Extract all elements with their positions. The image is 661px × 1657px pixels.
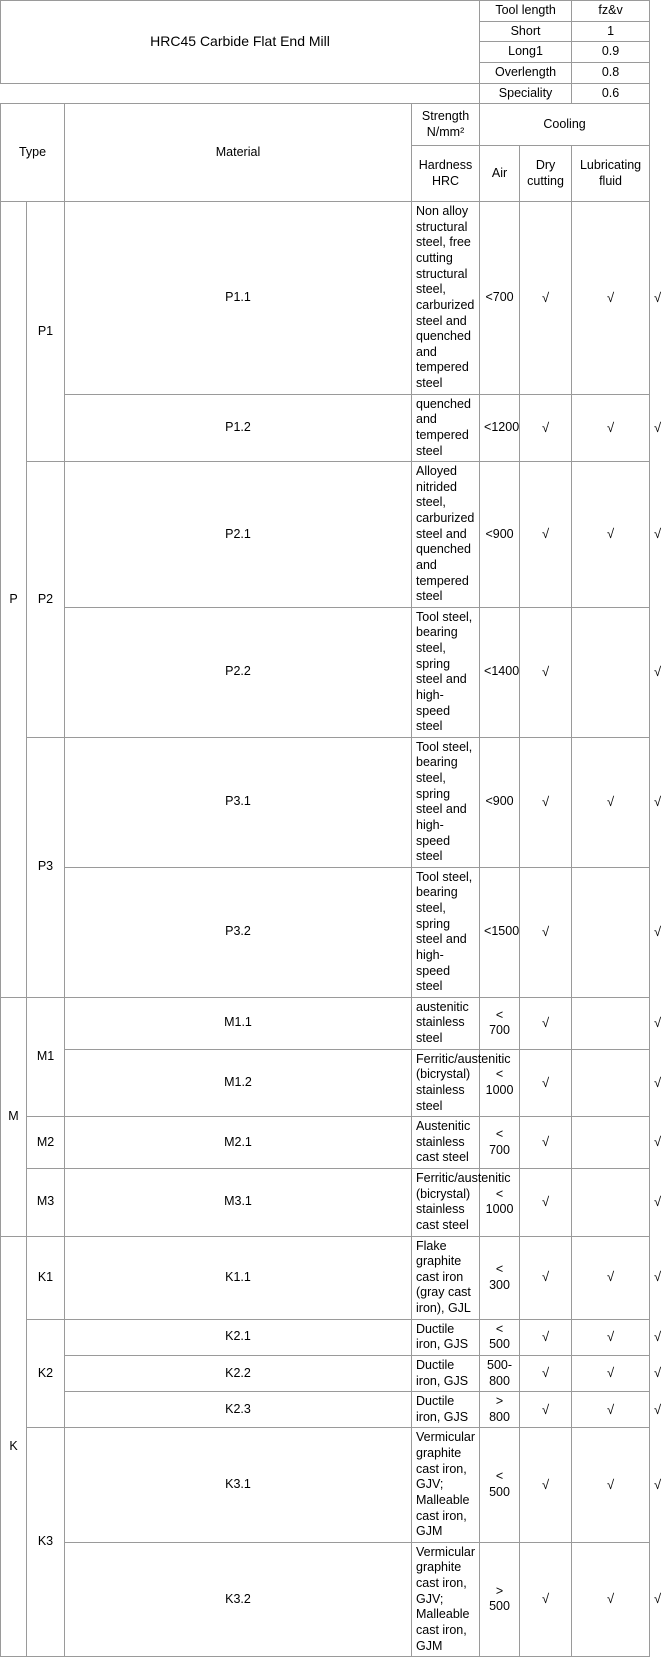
group-label: M bbox=[1, 997, 27, 1236]
lube-line-2: fluid bbox=[599, 173, 623, 188]
tool-length-name: Short bbox=[480, 21, 572, 42]
dry-cutting-mark: √ bbox=[572, 1319, 650, 1355]
hardness-line-1: Hardness bbox=[418, 158, 473, 172]
table-row: K2.3 Ductile iron, GJS > 800 √ √ √ bbox=[1, 1392, 650, 1428]
table-row: K2 K2.1 Ductile iron, GJS < 500 √ √ √ bbox=[1, 1319, 650, 1355]
dry-cutting-mark: √ bbox=[572, 1355, 650, 1391]
row-code: M2.1 bbox=[65, 1117, 412, 1169]
dry-cutting-mark: √ bbox=[572, 1236, 650, 1319]
subgroup-label: M1 bbox=[27, 997, 65, 1116]
air-cooling-mark: √ bbox=[520, 1236, 572, 1319]
material-description: Ferritic/austenitic (bicrystal) stainless cast steel bbox=[412, 1169, 480, 1237]
tool-length-name: Speciality bbox=[480, 83, 572, 104]
row-code: M1.1 bbox=[65, 997, 412, 1049]
strength-value: 500-800 bbox=[480, 1355, 520, 1391]
column-header-material: Material bbox=[65, 104, 412, 202]
strength-value: < 700 bbox=[480, 1117, 520, 1169]
dry-cutting-mark: √ bbox=[572, 1428, 650, 1542]
material-description: Ductile iron, GJS bbox=[412, 1392, 480, 1428]
table-row: P3 P3.1 Tool steel, bearing steel, spring steel and high-speed steel <900 √ √ √ bbox=[1, 737, 650, 867]
strength-value: < 300 bbox=[480, 1236, 520, 1319]
dry-cutting-mark bbox=[572, 1049, 650, 1117]
air-cooling-mark: √ bbox=[520, 1049, 572, 1117]
row-code: K1.1 bbox=[65, 1236, 412, 1319]
air-cooling-mark: √ bbox=[520, 394, 572, 462]
tool-length-row-speciality bbox=[1, 83, 650, 104]
air-cooling-mark: √ bbox=[520, 1319, 572, 1355]
dry-cutting-mark bbox=[572, 997, 650, 1049]
strength-value: < 500 bbox=[480, 1428, 520, 1542]
row-code: M3.1 bbox=[65, 1169, 412, 1237]
row-code: P2.1 bbox=[65, 462, 412, 608]
dry-cutting-mark: √ bbox=[572, 1542, 650, 1656]
air-cooling-mark: √ bbox=[520, 1542, 572, 1656]
subgroup-label: P1 bbox=[27, 202, 65, 462]
dry-cutting-mark: √ bbox=[572, 394, 650, 462]
column-header-type: Type bbox=[1, 104, 65, 202]
air-cooling-mark: √ bbox=[520, 1428, 572, 1542]
column-header-cooling: Cooling bbox=[480, 104, 650, 146]
air-cooling-mark: √ bbox=[520, 607, 572, 737]
air-cooling-mark: √ bbox=[520, 1355, 572, 1391]
dry-cutting-mark bbox=[572, 867, 650, 997]
strength-line-2: N/mm² bbox=[426, 124, 465, 139]
material-description: Vermicular graphite cast iron, GJV; Malleable cast iron, GJM bbox=[412, 1542, 480, 1656]
strength-value: < 500 bbox=[480, 1319, 520, 1355]
dry-line-1: Dry bbox=[535, 158, 556, 172]
strength-line-1: Strength bbox=[421, 109, 470, 123]
column-header-row-1 bbox=[1, 104, 650, 146]
table-row: K2.2 Ductile iron, GJS 500-800 √ √ √ bbox=[1, 1355, 650, 1391]
row-code: P3.1 bbox=[65, 737, 412, 867]
table-row: K K1 K1.1 Flake graphite cast iron (gray cast iron), GJL < 300 √ √ √ bbox=[1, 1236, 650, 1319]
tool-length-header: Tool length bbox=[480, 1, 572, 22]
air-cooling-mark: √ bbox=[520, 202, 572, 395]
material-description: Ferritic/austenitic (bicrystal) stainless steel bbox=[412, 1049, 480, 1117]
table-row: P P1 P1.1 Non alloy structural steel, free cutting structural steel, carburized steel and quenched and tempered steel <700 √ √ √ bbox=[1, 202, 650, 395]
table-row: M2 M2.1 Austenitic stainless cast steel < 700 √ √ bbox=[1, 1117, 650, 1169]
row-code: P1.1 bbox=[65, 202, 412, 395]
group-label: K bbox=[1, 1236, 27, 1657]
strength-value: <1500 bbox=[480, 867, 520, 997]
tool-length-value: 1 bbox=[572, 21, 650, 42]
material-description: Tool steel, bearing steel, spring steel and high-speed steel bbox=[412, 607, 480, 737]
column-header-lubricating-fluid bbox=[572, 146, 650, 202]
row-code: P1.2 bbox=[65, 394, 412, 462]
subgroup-label: M2 bbox=[27, 1117, 65, 1169]
air-cooling-mark: √ bbox=[520, 997, 572, 1049]
dry-cutting-mark bbox=[572, 1117, 650, 1169]
table-row: P1.2 quenched and tempered steel <1200 √ √ √ bbox=[1, 394, 650, 462]
subgroup-label: P3 bbox=[27, 737, 65, 997]
material-description: Vermicular graphite cast iron, GJV; Malleable cast iron, GJM bbox=[412, 1428, 480, 1542]
fzv-header: fz&v bbox=[572, 1, 650, 22]
material-description: Alloyed nitrided steel, carburized steel and quenched and tempered steel bbox=[412, 462, 480, 608]
material-description: quenched and tempered steel bbox=[412, 394, 480, 462]
tool-length-name: Long1 bbox=[480, 42, 572, 63]
material-description: Non alloy structural steel, free cutting structural steel, carburized steel and quenched and tempered steel bbox=[412, 202, 480, 395]
subgroup-label: K1 bbox=[27, 1236, 65, 1319]
material-description: austenitic stainless steel bbox=[412, 997, 480, 1049]
table-row: M3 M3.1 Ferritic/austenitic (bicrystal) stainless cast steel < 1000 √ √ bbox=[1, 1169, 650, 1237]
dry-cutting-mark: √ bbox=[572, 737, 650, 867]
air-cooling-mark: √ bbox=[520, 1117, 572, 1169]
dry-cutting-mark: √ bbox=[572, 1392, 650, 1428]
strength-value: < 700 bbox=[480, 997, 520, 1049]
material-description: Tool steel, bearing steel, spring steel and high-speed steel bbox=[412, 737, 480, 867]
tool-length-value: 0.8 bbox=[572, 62, 650, 83]
row-code: K3.2 bbox=[65, 1542, 412, 1656]
dry-cutting-mark: √ bbox=[572, 462, 650, 608]
row-code: M1.2 bbox=[65, 1049, 412, 1117]
strength-value: <700 bbox=[480, 202, 520, 395]
air-cooling-mark: √ bbox=[520, 1392, 572, 1428]
air-cooling-mark: √ bbox=[520, 1169, 572, 1237]
row-code: K3.1 bbox=[65, 1428, 412, 1542]
table-row: M M1 M1.1 austenitic stainless steel < 700 √ √ bbox=[1, 997, 650, 1049]
column-header-air: Air bbox=[480, 146, 520, 202]
strength-value: <900 bbox=[480, 462, 520, 608]
lube-line-1: Lubricating bbox=[579, 158, 642, 172]
row-code: K2.3 bbox=[65, 1392, 412, 1428]
table-row: P3.2 Tool steel, bearing steel, spring steel and high-speed steel <1500 √ √ bbox=[1, 867, 650, 997]
table-row: K3 K3.1 Vermicular graphite cast iron, GJV; Malleable cast iron, GJM < 500 √ √ √ bbox=[1, 1428, 650, 1542]
spacer-cell bbox=[1, 83, 480, 104]
row-code: P3.2 bbox=[65, 867, 412, 997]
dry-cutting-mark bbox=[572, 607, 650, 737]
table-row: P2.2 Tool steel, bearing steel, spring steel and high-speed steel <1400 √ √ bbox=[1, 607, 650, 737]
column-header-dry-cutting bbox=[520, 146, 572, 202]
row-code: K2.1 bbox=[65, 1319, 412, 1355]
material-description: Ductile iron, GJS bbox=[412, 1355, 480, 1391]
strength-value: > 500 bbox=[480, 1542, 520, 1656]
subgroup-label: K3 bbox=[27, 1428, 65, 1657]
strength-value: <1400 bbox=[480, 607, 520, 737]
hardness-line-2: HRC bbox=[431, 173, 460, 188]
subgroup-label: P2 bbox=[27, 462, 65, 738]
strength-value: < 1000 bbox=[480, 1049, 520, 1117]
material-description: Tool steel, bearing steel, spring steel and high-speed steel bbox=[412, 867, 480, 997]
tool-length-value: 0.6 bbox=[572, 83, 650, 104]
strength-value: <1200 bbox=[480, 394, 520, 462]
tool-length-value: 0.9 bbox=[572, 42, 650, 63]
dry-cutting-mark bbox=[572, 1169, 650, 1237]
material-description: Flake graphite cast iron (gray cast iron), GJL bbox=[412, 1236, 480, 1319]
row-code: K2.2 bbox=[65, 1355, 412, 1391]
air-cooling-mark: √ bbox=[520, 462, 572, 608]
subgroup-label: M3 bbox=[27, 1169, 65, 1237]
table-row: M1.2 Ferritic/austenitic (bicrystal) stainless steel < 1000 √ √ bbox=[1, 1049, 650, 1117]
column-header-hardness bbox=[412, 146, 480, 202]
dry-cutting-mark: √ bbox=[572, 202, 650, 395]
table-row: K3.2 Vermicular graphite cast iron, GJV; Malleable cast iron, GJM > 500 √ √ √ bbox=[1, 1542, 650, 1656]
table-row: P2 P2.1 Alloyed nitrided steel, carburized steel and quenched and tempered steel <900 √ √ √ bbox=[1, 462, 650, 608]
tool-length-name: Overlength bbox=[480, 62, 572, 83]
air-cooling-mark: √ bbox=[520, 867, 572, 997]
title-row bbox=[1, 1, 650, 22]
dry-line-2: cutting bbox=[527, 173, 564, 188]
subgroup-label: K2 bbox=[27, 1319, 65, 1428]
page-title: HRC45 Carbide Flat End Mill bbox=[1, 1, 480, 84]
material-description: Ductile iron, GJS bbox=[412, 1319, 480, 1355]
strength-value: > 800 bbox=[480, 1392, 520, 1428]
strength-value: < 1000 bbox=[480, 1169, 520, 1237]
material-description: Austenitic stainless cast steel bbox=[412, 1117, 480, 1169]
group-label: P bbox=[1, 202, 27, 998]
strength-value: <900 bbox=[480, 737, 520, 867]
row-code: P2.2 bbox=[65, 607, 412, 737]
air-cooling-mark: √ bbox=[520, 737, 572, 867]
column-header-strength bbox=[412, 104, 480, 146]
